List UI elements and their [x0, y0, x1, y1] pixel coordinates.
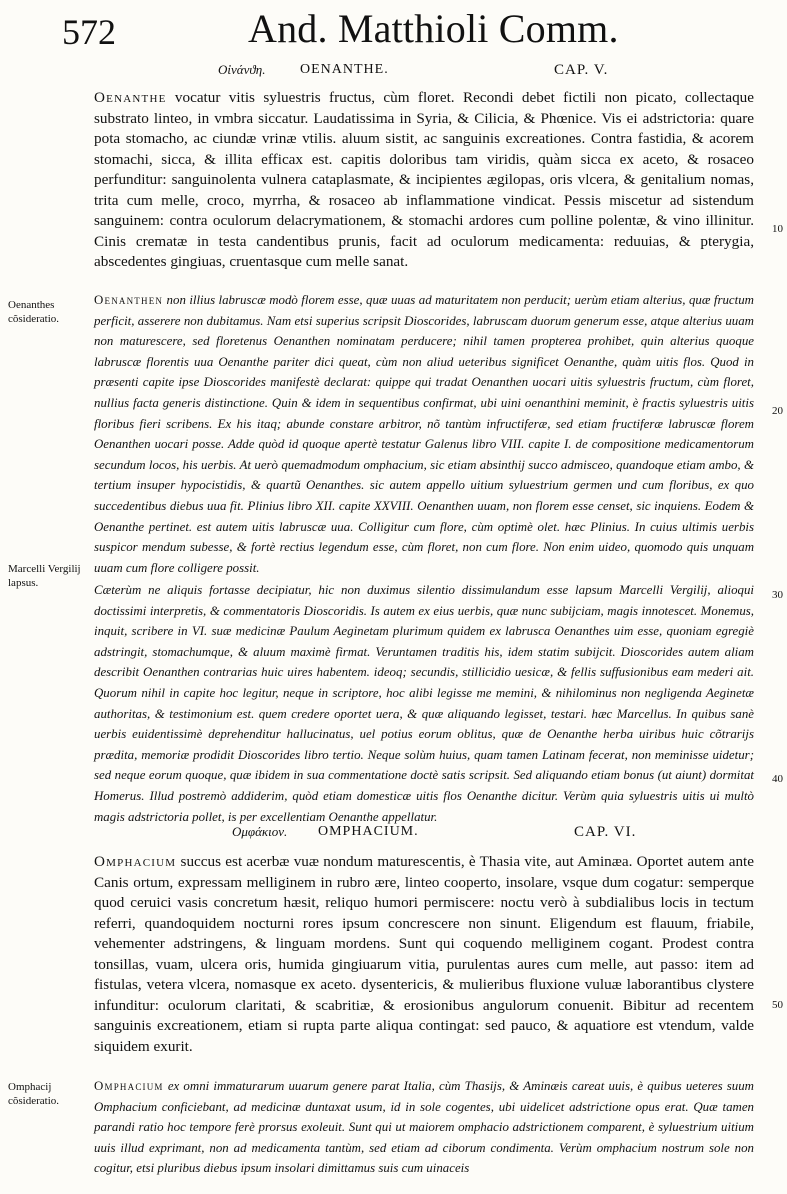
body-text: succus est acerbæ vuæ nondum maturescentis, è Thasia vite, aut Aminæa. Oportet autem ante Canis ortum, expressam melliginem in rubro ære, linteo cooperto, insolare, vsque dum cogatur: semperque quod ceruici vasis concretum hæsit, reliquo humori permiscere: noctu verò à subdialibus locis in tectum referri, quandoquidem nocturni rores ipsum concrescere non sinunt. Eligendum est flauum, friabile, vehementer adstringens, & linguam mordens. Sunt qui coquendo melliginem cogant. Prodest contra tonsillas, vuam, ulcera oris, humida gingiuarum vitia, purulentas aures cum melle, aut passo: item ad fistulas, vetera vlcera, nomasque ex aceto. dysentericis, & mulieribus fluxione vuluæ laborantibus clystere infunditur: oculorum claritati, & scabritiæ, & erosionibus angulorum conuenit. Bibitur ad recentem sanguinis excreationem, etiam si rupta parte aliqua contingat: sed pauco, & aquatiore est vtendum, valde siquidem exurit.: [94, 853, 754, 1055]
line-number: 40: [772, 773, 783, 785]
body-text: ex omni immaturarum uuarum genere parat Italia, cùm Thasijs, & Aminæis careat uuis, è quibus ueteres suum Omphacium conficiebant, ad medicinæ duntaxat usum, id in sole cogentes, ubi uidelicet adstrictione opus erat. Quæ tamen parandi ratio hoc tempore ferè prorsus exoleuit. Sunt qui ut maiorem omphacio adstrictionem comparent, è syluestrium uitium uuis illud exprimant, non ad medicamenta tantùm, sed etiam ad ciborum condimenta. Verùm omphacium nostrum sole non cogitur, etsi pluribus diebus ipsum insolari dimittamus suis cum uinaceis: [94, 1079, 754, 1176]
page-number: 572: [62, 12, 116, 52]
body-text: vocatur vitis syluestris fructus, cùm floret. Recondi debet fictili non picato, collectaque substrato linteo, in vmbra siccatur. Laudatissima in Syria, & Cilicia, & Phœnice. Vis ei adstrictoria: quare pota stomacho, ac ciundæ vrinæ vtilis. aluum sistit, ac sanguinis excreationes. Contra fastidia, & acorem stomachi, sicca, & illita efficax est. capitis doloribus tam viridis, quàm sicca ex aceto, & rosaceo perfunditur: sanguinolenta vulnera cataplasmate, & incipientes ægilopas, oris vlcera, & genitalium nomas, trita cum melle, croco, myrrha, & rosaceo ab inflammatione vindicat. Pessis miscetur ad sistendum sanguinem: contra oculorum delacrymationem, & stomachi ardores cum polline polentæ, & vino illinitur. Cinis crematæ in testa candentibus prunis, facit ad oculorum medicamenta: reduuias, & pterygia, abscedentes gingiuas, cruentasque cum melle sanat.: [94, 89, 754, 270]
greek-title: Oἰνάνϑη.: [218, 62, 266, 77]
commentary-marcellus: [94, 580, 754, 822]
line-number: 20: [772, 405, 783, 417]
commentary-oenanthe: [94, 290, 754, 580]
chapter-number: CAP. VI.: [574, 824, 637, 840]
line-number: 10: [772, 223, 783, 235]
page-header: [0, 6, 787, 56]
latin-title: OENANTHE.: [300, 62, 389, 77]
sidenote-omphacij: Omphacij cõsideratio.: [8, 1081, 60, 1107]
latin-title: OMPHACIUM.: [318, 824, 419, 839]
commentary-text: [94, 580, 754, 827]
lead-word: Omphacium: [94, 853, 177, 870]
greek-title: Oμφάκιον.: [232, 824, 288, 839]
chapter-number: CAP. V.: [554, 62, 609, 78]
running-head: And. Matthioli Comm.: [248, 6, 619, 51]
chapter-heading-oenanthe: [0, 58, 787, 82]
section-oenanthe: [94, 88, 754, 284]
sidenote-marcelli: Marcelli Vergilij lapsus.: [8, 563, 81, 589]
commentary-text: [94, 1076, 754, 1179]
section-text: [94, 852, 754, 1057]
body-text: Cæterùm ne aliquis fortasse decipiatur, hic non duximus silentio dissimulandum esse lapsum Marcelli Vergilij, alioqui doctissimi interpretis, & commentatoris Dioscoridis. Is autem ex eius uerbis, quæ nunc subijciam, magis innotescet. Monemus, inquit, scribere in VI. suæ medicinæ Paulum Aeginetam plurimum quidem ex labrusca Oenanthes uim esse, quoniam egregiè adstringit, stomachumque, & aluum maximè firmat. Veruntamen traditis his, idem statim subijcit. Dioscorides autem aliam describit Oenanthen contrarias huic uires habentem. ideoq; secundis, stillicidio uesicæ, & fellis suffusionibus eam mederi ait. Quorum nihil in capite hoc legitur, neque in scriptore, hoc alibi legisse me memini, & nihilominus non negligenda Aeginetæ authoritas, & testimonium est. quem credere oportet uera, & quæ aliquando legisset, testari. hæc Marcellus. In quibus sanè uerbis euidentissimè deprehenditur hallucinatus, uel potius eorum oblitus, quæ de Oenanthe herba uiribus huic cõtrarijs prædita, memoriæ prodidit Dioscorides libro tertio. Neque solùm huius, quam tamen Latinam fecerat, non meminisse uidetur; sed neque eorum quoque, quæ ibidem in sua commentatione doctè satis scripsit. Sed aliquando etiam bonus (ut aiunt) dormitat Homerus. Illud postremò addiderim, quòd etiam domesticæ uitis flos Oenanthe dicitur. Verùm quia syluestris uitis ui multò magis adstrictoria pollet, is per excellentiam Oenanthe appellatur.: [94, 583, 754, 824]
lead-word: Oenanthe: [94, 89, 167, 106]
line-number: 30: [772, 589, 783, 601]
section-omphacium: [94, 852, 754, 1068]
line-number: 50: [772, 999, 783, 1011]
lead-word: Omphacium: [94, 1079, 164, 1093]
lead-word: Oenanthen: [94, 293, 164, 307]
sidenote-oenanthes: Oenanthes cõsideratio.: [8, 299, 60, 325]
commentary-omphacium: [94, 1076, 754, 1188]
section-text: [94, 88, 754, 273]
body-text: non illius labruscæ modò florem esse, quæ uuas ad maturitatem non perducit; uerùm etiam alterius, quæ fructum perficit, asserere non dubitamus. Nam etsi superius scripsit Dioscorides, labruscam duorum generum esse, atque alterius uuam non maturescere, sed floretenus Oenanthen nominatam perducere; nihil tamen propterea prohibet, quin alterius quoque labruscæ florentis uua Oenanthe pariter dici queat, cùm non aliud ueteribus significet Oenanthe, quàm uitis flos. Quod in præsenti capite ipse Dioscorides manifestè declarat: quippe qui tradat Oenanthen uocari uitis syluestris fructum, cùm floret, nullius facta generis distinctione. Quin & idem in sequentibus confirmat, ubi uini oenanthini meminit, è fractis syluestris uitis floribus fieri scribens. Ex his itaq; abunde constare arbitror, nõ tantùm infructiferæ, sed etiam fructiferæ labruscæ florem Oenanthen uocari posse. Adde quòd id quoque apertè testatur Galenus libro VIII. capite I. de compositione medicamentorum secundum locos, his uerbis. At uerò quemadmodum omphacium, sic etiam absinthij succo admisceo, quandoque etiam ambo, & tertium insuper hypocistidis, & quartũ Oenanthes. sic autem appello uitium syluestrium germen und cum floribus, ex quo succedentibus diebus uua fit. Plinius libro XII. capite XXVIII. Oenanthen uuam, non florem esse censet, sic inquiens. Eodem & Oenanthe pertinet. est autem uitis labruscæ uua. Colligitur cum flore, cùm optimè olet. hæc Plinius. In cuius ultimis uerbis suspicor mendum subesse, & fortè rectius legendum esse, cùm floret, non cum flore. Non enim uideo, quomodo quis unquam uuam cum flore colligere possit.: [94, 293, 754, 575]
chapter-heading-omphacium: [0, 820, 787, 844]
commentary-text: [94, 290, 754, 578]
